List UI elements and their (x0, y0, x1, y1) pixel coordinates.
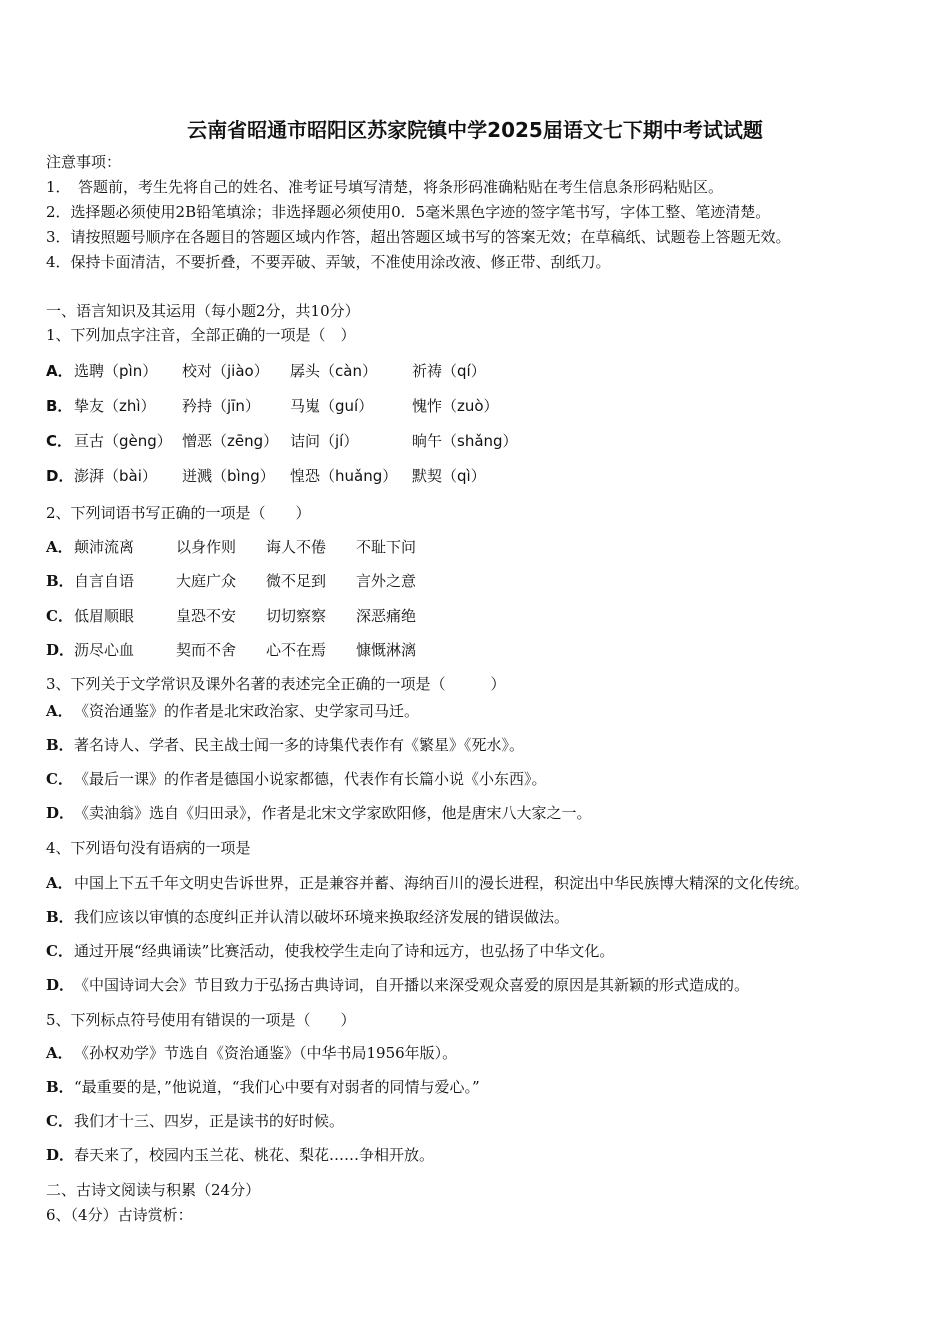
option-item: 矜持（jīn） (182, 397, 260, 415)
question-stem: 1、下列加点字注音，全部正确的一项是（ ） (46, 326, 356, 344)
option-row (46, 735, 524, 755)
notice-item: 1． 答题前，考生先将自己的姓名、准考证号填写清楚，将条形码准确粘贴在考生信息条形码粘贴区。 (46, 178, 724, 196)
option-item: 默契（qì） (412, 467, 486, 485)
option-label: C． (46, 1112, 73, 1130)
option-item: 言外之意 (356, 572, 417, 590)
question-stem: 4、下列语句没有语病的一项是 (46, 839, 251, 857)
question-stem: 6、（4分）古诗赏析： (46, 1206, 193, 1224)
question-stem: 5、下列标点符号使用有错误的一项是（ ） (46, 1011, 356, 1029)
notice-item: 2．选择题必须使用2B铅笔填涂；非选择题必须使用0．5毫米黑色字迹的签字笔书写，字体工整、笔迹清楚。 (46, 203, 771, 221)
option-label: A． (46, 874, 73, 892)
option-label: A． (46, 362, 73, 380)
notice-heading: 注意事项： (46, 153, 122, 171)
section-heading: 一、语言知识及其运用（每小题2分，共10分） (46, 302, 360, 320)
option-row (46, 361, 486, 381)
option-label: B． (46, 397, 73, 415)
option-row (46, 1145, 434, 1165)
option-item: 晌午（shǎng） (412, 432, 518, 450)
option-row (46, 431, 518, 451)
option-row (46, 803, 592, 823)
option-label: B． (46, 736, 74, 754)
exam-title: 云南省昭通市昭阳区苏家院镇中学2025届语文七下期中考试试题 (187, 118, 763, 142)
option-text: 《卖油翁》选自《归田录》，作者是北宋文学家欧阳修，他是唐宋八大家之一。 (74, 804, 592, 822)
notice-item: 4．保持卡面清洁，不要折叠，不要弄破、弄皱，不准使用涂改液、修正带、刮纸刀。 (46, 253, 611, 271)
option-label: A． (46, 538, 73, 556)
option-item: 澎湃（bài） (74, 467, 157, 485)
option-item: 迸溅（bìng） (182, 467, 275, 485)
option-row (46, 396, 499, 416)
option-row (46, 975, 749, 995)
option-item: 心不在焉 (266, 641, 327, 659)
option-item: 祈祷（qí） (412, 362, 486, 380)
question-stem: 3、下列关于文学常识及课外名著的表述完全正确的一项是（ ） (46, 675, 506, 693)
option-label: C． (46, 607, 73, 625)
option-row (46, 1077, 480, 1097)
option-text: 我们应该以审慎的态度纠正并认清以破坏环境来换取经济发展的错误做法。 (74, 908, 570, 926)
section-heading: 二、古诗文阅读与积累（24分） (46, 1181, 261, 1199)
option-label: A． (46, 702, 73, 720)
option-label: D． (46, 641, 75, 659)
option-text: “最重要的是，”他说道，“我们心中要有对弱者的同情与爱心。” (74, 1078, 480, 1096)
option-item: 沥尽心血 (74, 641, 135, 659)
option-row (46, 466, 486, 486)
option-label: B． (46, 908, 74, 926)
option-row (46, 873, 809, 893)
option-item: 契而不舍 (176, 641, 237, 659)
option-item: 微不足到 (266, 572, 327, 590)
option-item: 校对（jiào） (182, 362, 269, 380)
option-label: C． (46, 432, 73, 450)
option-row (46, 907, 569, 927)
option-row (46, 769, 547, 789)
option-item: 深恶痛绝 (356, 607, 417, 625)
option-item: 马嵬（guí） (290, 397, 374, 415)
option-label: D． (46, 804, 75, 822)
option-item: 愧怍（zuò） (412, 397, 499, 415)
option-text: 《资治通鉴》的作者是北宋政治家、史学家司马迁。 (74, 702, 420, 720)
option-row (46, 941, 614, 961)
option-label: C． (46, 942, 73, 960)
option-row (46, 1043, 457, 1063)
option-label: B． (46, 572, 74, 590)
option-item: 切切察察 (266, 607, 327, 625)
option-text: 《中国诗词大会》节目致力于弘扬古典诗词，自开播以来深受观众喜爱的原因是其新颖的形式造成的。 (74, 976, 750, 994)
option-item: 颠沛流离 (74, 538, 135, 556)
option-label: A． (46, 1044, 73, 1062)
option-text: 通过开展“经典诵读”比赛活动，使我校学生走向了诗和远方，也弘扬了中华文化。 (74, 942, 615, 960)
option-row (46, 701, 419, 721)
option-row (46, 537, 446, 557)
option-label: C． (46, 770, 73, 788)
option-text: 春天来了，校园内玉兰花、桃花、梨花……争相开放。 (74, 1146, 435, 1164)
option-row (46, 571, 446, 591)
option-label: B． (46, 1078, 74, 1096)
question-stem: 2、下列词语书写正确的一项是（ ） (46, 504, 311, 522)
option-item: 亘古（gèng） (74, 432, 172, 450)
option-row (46, 606, 446, 626)
option-row (46, 640, 446, 660)
option-item: 诘问（jí） (290, 432, 359, 450)
option-item: 大庭广众 (176, 572, 237, 590)
option-label: D． (46, 1146, 75, 1164)
notice-item: 3．请按照题号顺序在各题目的答题区域内作答，超出答题区域书写的答案无效；在草稿纸、试题卷上答题无效。 (46, 228, 791, 246)
option-item: 诲人不倦 (266, 538, 327, 556)
option-item: 以身作则 (176, 538, 237, 556)
option-item: 挚友（zhì） (74, 397, 156, 415)
option-item: 不耻下问 (356, 538, 417, 556)
option-text: 《最后一课》的作者是德国小说家都德，代表作有长篇小说《小东西》。 (74, 770, 547, 788)
option-item: 孱头（càn） (290, 362, 377, 380)
option-item: 皇恐不安 (176, 607, 237, 625)
option-label: D． (46, 467, 74, 485)
option-text: 《孙权劝学》节选自《资治通鉴》（中华书局1956年版）。 (74, 1044, 458, 1062)
option-row (46, 1111, 344, 1131)
option-item: 自言自语 (74, 572, 135, 590)
option-text: 中国上下五千年文明史告诉世界，正是兼容并蓄、海纳百川的漫长进程，积淀出中华民族博大精深的文化传统。 (74, 874, 810, 892)
option-text: 我们才十三、四岁，正是读书的好时候。 (74, 1112, 345, 1130)
option-label: D． (46, 976, 75, 994)
option-item: 憎恶（zēng） (182, 432, 279, 450)
option-item: 慷慨淋漓 (356, 641, 417, 659)
option-item: 选聘（pìn） (74, 362, 158, 380)
option-item: 惶恐（huǎng） (290, 467, 398, 485)
option-text: 著名诗人、学者、民主战士闻一多的诗集代表作有《繁星》《死水》。 (74, 736, 525, 754)
option-item: 低眉顺眼 (74, 607, 135, 625)
